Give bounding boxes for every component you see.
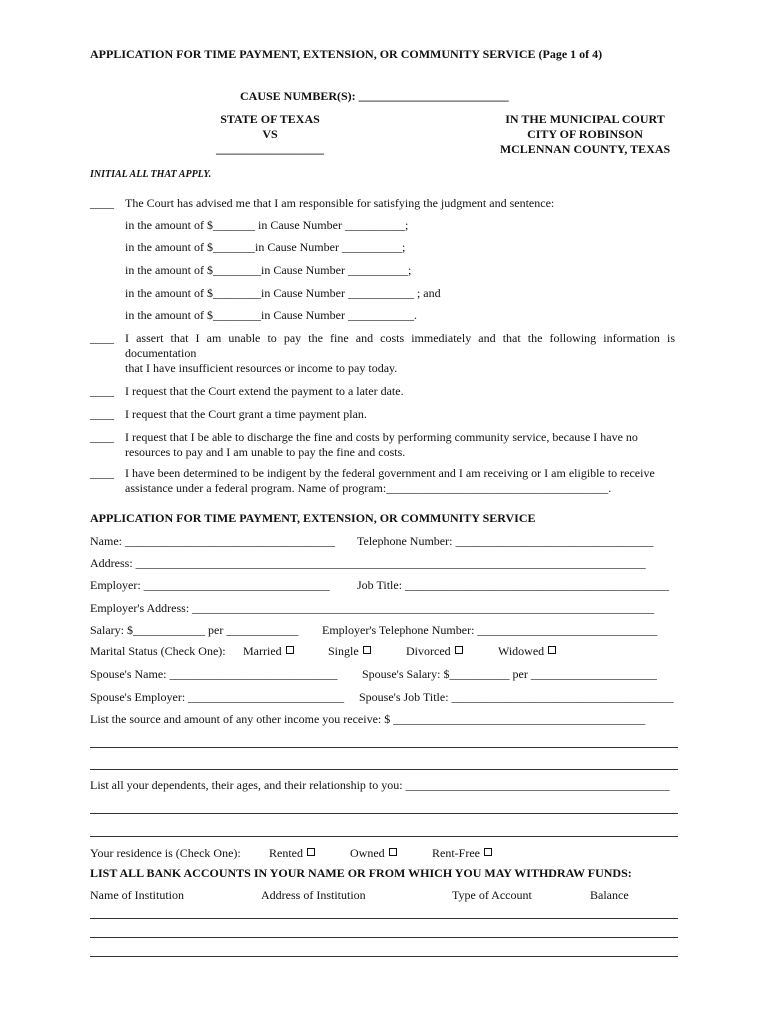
initial-instruction: INITIAL ALL THAT APPLY.	[90, 169, 212, 180]
caption-right	[480, 112, 690, 157]
residence-label: Your residence is (Check One):	[90, 846, 241, 860]
statement-responsible: The Court has advised me that I am responsible for satisfying the judgment and sentence:	[125, 196, 555, 210]
residence-option-rented[interactable]	[269, 846, 315, 861]
dependents-field[interactable]: List all your dependents, their ages, and their relationship to you: ____________________________________________	[90, 778, 670, 792]
dependents-line-1[interactable]	[90, 813, 678, 814]
marital-option-label: Widowed	[498, 644, 545, 658]
statement-extend: I request that the Court extend the payment to a later date.	[125, 384, 404, 398]
employer-address-field[interactable]: Employer's Address: _____________________________________________________________________________	[90, 601, 655, 615]
bank-col-address: Address of Institution	[261, 888, 366, 902]
telephone-field[interactable]: Telephone Number: _________________________________	[357, 534, 654, 548]
page-title: APPLICATION FOR TIME PAYMENT, EXTENSION, OR COMMUNITY SERVICE (Page 1 of 4)	[90, 47, 603, 61]
statement-unable-line1: I assert that I am unable to pay the fine and costs immediately and that the following information is documentation	[125, 331, 675, 360]
address-field[interactable]: Address: _____________________________________________________________________________________	[90, 556, 646, 570]
marital-option-married[interactable]	[243, 644, 294, 659]
other-income-line-2[interactable]	[90, 769, 678, 770]
residence-option-label: Owned	[350, 846, 385, 860]
bank-accounts-title: LIST ALL BANK ACCOUNTS IN YOUR NAME OR FROM WHICH YOU MAY WITHDRAW FUNDS:	[90, 866, 632, 880]
marital-status-label: Marital Status (Check One):	[90, 644, 226, 658]
bank-account-line-1[interactable]	[90, 918, 678, 919]
spouse-employer-field[interactable]: Spouse's Employer: __________________________	[90, 690, 345, 704]
checkbox-icon[interactable]	[286, 646, 294, 654]
amount-line-3[interactable]: in the amount of $________in Cause Number __________;	[125, 263, 412, 277]
cause-numbers-field[interactable]: CAUSE NUMBER(S): _________________________	[240, 89, 509, 103]
employer-field[interactable]: Employer: _______________________________	[90, 578, 330, 592]
residence-option-label: Rent-Free	[432, 846, 480, 860]
court-city: CITY OF ROBINSON	[527, 127, 643, 141]
marital-option-label: Married	[243, 644, 282, 658]
initial-blank-2[interactable]: ____	[90, 331, 114, 345]
checkbox-icon[interactable]	[389, 848, 397, 856]
spouse-salary-field[interactable]: Spouse's Salary: $__________ per _____________________	[362, 667, 657, 681]
salary-field[interactable]: Salary: $____________ per ____________	[90, 623, 299, 637]
initial-blank-6[interactable]: ____	[90, 466, 114, 480]
section-title: APPLICATION FOR TIME PAYMENT, EXTENSION, OR COMMUNITY SERVICE	[90, 511, 536, 525]
name-field[interactable]: Name: ___________________________________	[90, 534, 335, 548]
job-title-field[interactable]: Job Title: ____________________________________________	[357, 578, 670, 592]
other-income-line-1[interactable]	[90, 747, 678, 748]
bank-col-name: Name of Institution	[90, 888, 184, 902]
initial-blank-3[interactable]: ____	[90, 384, 114, 398]
bank-col-balance: Balance	[590, 888, 629, 902]
caption-state: STATE OF TEXAS	[220, 112, 320, 126]
marital-option-single[interactable]	[328, 644, 371, 659]
checkbox-icon[interactable]	[548, 646, 556, 654]
defendant-name-field[interactable]: __________________	[216, 142, 324, 156]
statement-unable-to-pay	[125, 331, 675, 376]
amount-line-2[interactable]: in the amount of $_______in Cause Number __________;	[125, 240, 406, 254]
amount-line-1[interactable]: in the amount of $_______ in Cause Number __________;	[125, 218, 409, 232]
spouse-name-field[interactable]: Spouse's Name: ____________________________	[90, 667, 338, 681]
amount-line-4[interactable]: in the amount of $________in Cause Number ___________ ; and	[125, 286, 441, 300]
residence-option-label: Rented	[269, 846, 303, 860]
statement-community-service: I request that I be able to discharge the fine and costs by performing community service, because I have no resources to pay and I am unable to pay the fine and costs.	[125, 430, 638, 459]
checkbox-icon[interactable]	[307, 848, 315, 856]
bank-account-line-2[interactable]	[90, 937, 678, 938]
dependents-line-2[interactable]	[90, 836, 678, 837]
bank-col-type: Type of Account	[452, 888, 532, 902]
other-income-field[interactable]: List the source and amount of any other income you receive: $ __________________________________________	[90, 712, 646, 726]
marital-option-widowed[interactable]	[498, 644, 556, 659]
checkbox-icon[interactable]	[363, 646, 371, 654]
caption-left	[195, 112, 345, 157]
initial-blank-5[interactable]: ____	[90, 430, 114, 444]
court-county: MCLENNAN COUNTY, TEXAS	[499, 142, 671, 156]
residence-option-rent-free[interactable]	[432, 846, 492, 861]
spouse-job-title-field[interactable]: Spouse's Job Title: _____________________________________	[359, 690, 674, 704]
checkbox-icon[interactable]	[455, 646, 463, 654]
initial-blank-4[interactable]: ____	[90, 407, 114, 421]
marital-option-label: Divorced	[406, 644, 451, 658]
employer-phone-field[interactable]: Employer's Telephone Number: ______________________________	[322, 623, 658, 637]
amount-line-5[interactable]: in the amount of $________in Cause Number ___________.	[125, 308, 417, 322]
checkbox-icon[interactable]	[484, 848, 492, 856]
caption-vs: VS	[262, 127, 278, 141]
court-name: IN THE MUNICIPAL COURT	[505, 112, 665, 126]
statement-payment-plan: I request that the Court grant a time payment plan.	[125, 407, 367, 421]
marital-option-label: Single	[328, 644, 359, 658]
marital-option-divorced[interactable]	[406, 644, 463, 659]
statement-indigent: I have been determined to be indigent by the federal government and I am receiving or I am eligible to receive assistance under a federal program. Name of program:_____________________________________.	[125, 466, 655, 495]
initial-blank-1[interactable]: ____	[90, 196, 114, 210]
bank-account-line-3[interactable]	[90, 956, 678, 957]
residence-option-owned[interactable]	[350, 846, 397, 861]
statement-unable-line2: that I have insufficient resources or income to pay today.	[125, 361, 398, 375]
